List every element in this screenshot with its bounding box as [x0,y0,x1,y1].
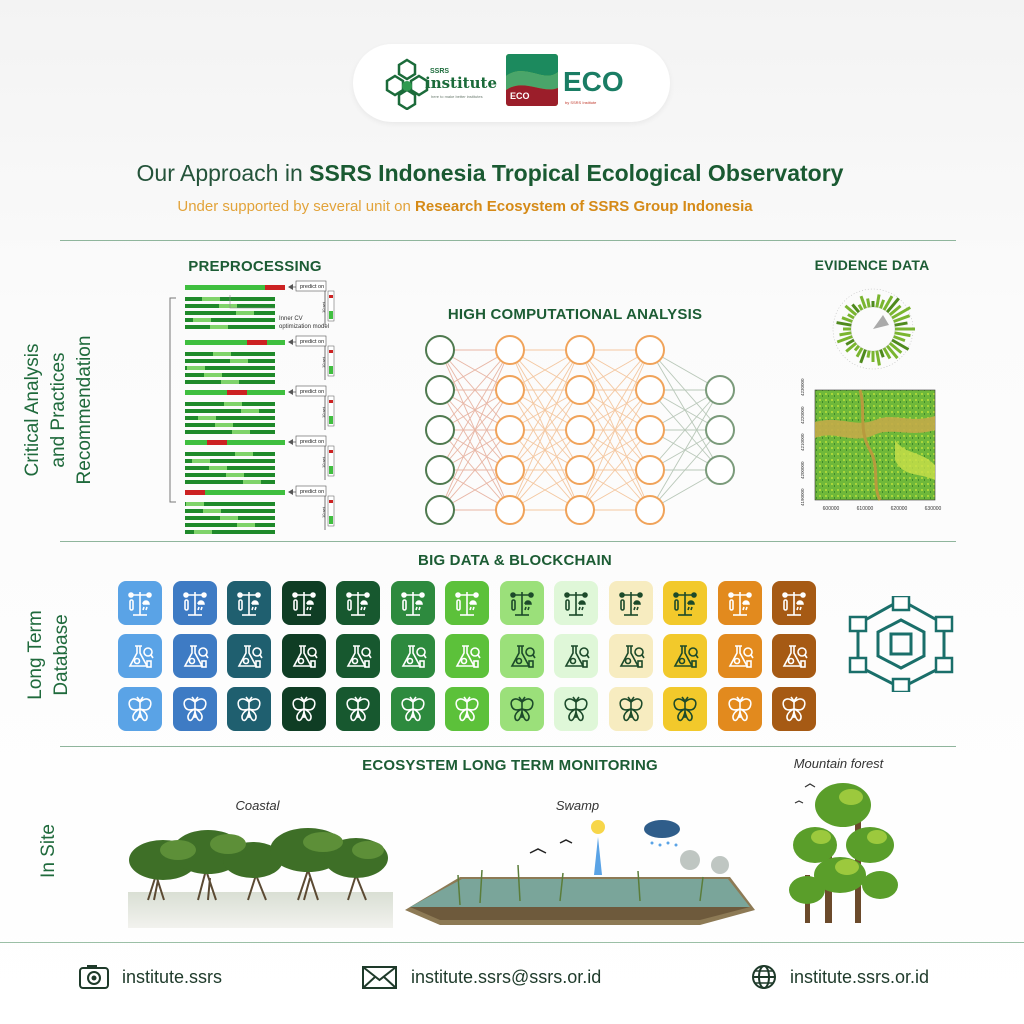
butterfly-icon [234,694,264,724]
row-label-database-line2: Database [51,614,72,696]
map-y-axis [800,378,814,506]
butterfly-icon [725,694,755,724]
radial-bar [846,340,854,345]
nn-node [636,376,664,404]
data-tile-lab-flask [173,634,217,678]
radial-bar [877,295,879,308]
radial-bar [868,298,870,307]
ssrs-hexagon-logo [385,56,429,110]
logo-pill [353,44,670,122]
row-label-analysis-line2: and Practices [48,352,69,468]
data-tile-butterfly [336,687,380,731]
row-label-insite: In Site [38,824,59,878]
data-tile-lab-flask [282,634,326,678]
footer-instagram[interactable] [78,962,268,992]
data-tile-butterfly [663,687,707,731]
website-url: institute.ssrs.or.id [790,966,930,987]
data-tile-butterfly [718,687,762,731]
row-label-analysis [20,295,100,525]
page-title [0,160,980,187]
data-tile-butterfly [609,687,653,731]
butterfly-icon [180,694,210,724]
data-tile-lab-flask [445,634,489,678]
row-label-analysis-line1: Critical Analysis [22,343,43,477]
nn-node [496,416,524,444]
weather-station-icon [180,588,210,618]
radial-bar [848,315,854,319]
weather-station-icon [234,588,264,618]
instagram-handle: institute.ssrs [122,966,223,987]
data-tile-weather-station [718,581,762,625]
row-label-analysis-line3: Recommendation [74,335,95,485]
radial-bar [859,305,862,310]
data-tile-lab-flask [609,634,653,678]
eco-logo-sub: by SSRS Institute [565,100,597,105]
nn-node [566,376,594,404]
set-label: 10 set [321,302,326,313]
title-prefix: Our Approach in [136,160,310,186]
set-label: 10 set [321,357,326,368]
footer-website[interactable] [750,962,960,992]
nn-node [706,376,734,404]
inner-cv-label [279,315,329,331]
preprocessing-diagram [160,280,360,540]
row-label-database [23,590,77,720]
nn-connection [650,390,720,510]
radial-bar [877,351,880,366]
evidence-map [800,380,950,530]
data-tile-lab-flask [554,634,598,678]
footer-divider [0,942,1024,943]
mountain-forest-label: Mountain forest [793,756,884,771]
map-x-axis [815,506,942,516]
inner-cv-line1: Inner CV [279,316,303,322]
lab-flask-icon [180,641,210,671]
divider-top [60,240,956,241]
data-tile-butterfly [554,687,598,731]
nn-node [496,336,524,364]
nn-node [426,376,454,404]
weather-station-icon [125,588,155,618]
subtitle-bold: Research Ecosystem of SSRS Group Indonesia [415,198,753,215]
data-tile-weather-station [118,581,162,625]
radial-bar [881,350,884,358]
lab-flask-icon [507,641,537,671]
ssrs-logo-tagline: here to make better institutes [431,94,483,99]
nn-node [636,416,664,444]
butterfly-icon [561,694,591,724]
inner-cv-line2: optimization model [279,324,330,330]
butterfly-icon [670,694,700,724]
lab-flask-icon [234,641,264,671]
butterfly-icon [779,694,809,724]
data-tile-lab-flask [663,634,707,678]
database-tile-grid [118,581,828,739]
map-y-tick: 4190000 [800,488,805,506]
weather-station-icon [343,588,373,618]
radial-bar [894,337,905,341]
mail-icon [361,964,399,990]
weather-station-icon [670,588,700,618]
set-label: 10 set [321,507,326,518]
radial-core [873,315,889,329]
butterfly-icon [289,694,319,724]
predict-label: predict on [300,339,325,345]
data-tile-weather-station [336,581,380,625]
map-x-tick: 610000 [856,506,874,512]
lab-flask-icon [616,641,646,671]
map-y-tick: 4230000 [800,378,805,396]
data-tile-lab-flask [118,634,162,678]
nn-node [566,496,594,524]
weather-station-icon [779,588,809,618]
data-tile-lab-flask [336,634,380,678]
predict-label: predict on [300,489,325,495]
data-tile-butterfly [772,687,816,731]
data-tile-lab-flask [227,634,271,678]
cv-fold [185,486,334,534]
nn-node [566,336,594,364]
map-x-tick: 630000 [924,506,942,512]
butterfly-icon [616,694,646,724]
analysis-heading: HIGH COMPUTATIONAL ANALYSIS [447,306,703,323]
cv-fold [185,436,334,484]
nn-node [706,416,734,444]
data-tile-butterfly [445,687,489,731]
lab-flask-icon [398,641,428,671]
radial-bar [881,300,884,308]
divider-middle [60,541,956,542]
data-tile-butterfly [227,687,271,731]
lab-flask-icon [452,641,482,671]
blockchain-network-icon [846,596,956,692]
mountain-forest-illustration [785,775,900,927]
email-address: institute.ssrs@ssrs.or.id [411,966,602,987]
data-tile-weather-station [445,581,489,625]
weather-station-icon [507,588,537,618]
neural-network-diagram [410,330,750,530]
nn-node [426,496,454,524]
lab-flask-icon [670,641,700,671]
butterfly-icon [343,694,373,724]
ssrs-logo-small: SSRS [430,68,450,75]
predict-label: predict on [300,389,325,395]
nn-node [426,336,454,364]
data-tile-weather-station [554,581,598,625]
footer-email[interactable] [361,962,631,992]
map-y-tick: 4210000 [800,433,805,451]
data-tile-butterfly [173,687,217,731]
lab-flask-icon [561,641,591,671]
data-tile-butterfly [391,687,435,731]
radial-bar [842,318,852,322]
nn-node [496,376,524,404]
nn-node [566,416,594,444]
nn-node [496,456,524,484]
globe-icon [750,963,778,991]
lab-flask-icon [779,641,809,671]
weather-station-icon [616,588,646,618]
radial-bar [868,351,869,358]
weather-station-icon [452,588,482,618]
subtitle-prefix: Under supported by several unit on [177,198,416,215]
data-tile-lab-flask [391,634,435,678]
data-tile-weather-station [609,581,653,625]
evidence-heading: EVIDENCE DATA [814,257,930,273]
data-tile-weather-station [173,581,217,625]
set-label: 10 set [321,457,326,468]
lab-flask-icon [289,641,319,671]
nn-node [706,456,734,484]
title-bold: SSRS Indonesia Tropical Ecological Observatory [309,160,844,186]
fold-bracket [170,298,176,502]
page-subtitle [0,198,930,215]
mangrove-illustration [128,820,393,928]
map-x-tick: 620000 [890,506,908,512]
monitoring-heading: ECOSYSTEM LONG TERM MONITORING [362,757,658,774]
data-tile-butterfly [282,687,326,731]
map-x-tick: 600000 [822,506,840,512]
butterfly-icon [507,694,537,724]
nn-node [426,416,454,444]
radial-bar [855,346,859,351]
bigdata-heading: BIG DATA & BLOCKCHAIN [418,552,612,569]
data-tile-lab-flask [772,634,816,678]
lab-flask-icon [125,641,155,671]
map-y-tick: 4200000 [800,460,805,479]
data-tile-weather-station [227,581,271,625]
cv-fold [185,386,334,434]
weather-station-icon [725,588,755,618]
map-y-tick: 4220000 [800,405,805,424]
data-tile-weather-station [500,581,544,625]
cv-fold [185,336,334,384]
radial-bar [840,333,852,335]
data-tile-butterfly [118,687,162,731]
eco-badge-text: ECO [510,91,530,101]
weather-station-icon [398,588,428,618]
swamp-illustration [400,815,760,930]
preprocessing-heading: PREPROCESSING [188,258,322,275]
nn-node [636,336,664,364]
nn-node [566,456,594,484]
weather-station-icon [561,588,591,618]
radial-bar [895,333,911,336]
set-label: 10 set [321,407,326,418]
data-tile-weather-station [772,581,816,625]
data-tile-butterfly [500,687,544,731]
row-label-database-line1: Long Term [25,610,46,700]
eco-logo-badge [506,54,558,106]
coastal-label: Coastal [235,798,280,813]
data-tile-lab-flask [500,634,544,678]
butterfly-icon [452,694,482,724]
radial-bar [837,323,852,326]
nn-node [426,456,454,484]
nn-node [496,496,524,524]
predict-label: predict on [300,284,325,290]
lab-flask-icon [725,641,755,671]
swamp-label: Swamp [555,798,600,813]
data-tile-weather-station [663,581,707,625]
butterfly-icon [125,694,155,724]
nn-node [636,456,664,484]
eco-logo-word: ECO [563,66,624,97]
lab-flask-icon [343,641,373,671]
ssrs-logo-name: institute [425,74,497,92]
weather-station-icon [289,588,319,618]
butterfly-icon [398,694,428,724]
data-tile-lab-flask [718,634,762,678]
data-tile-weather-station [391,581,435,625]
nn-node [636,496,664,524]
camera-icon [78,963,110,991]
radial-bar [895,323,908,325]
predict-label: predict on [300,439,325,445]
data-tile-weather-station [282,581,326,625]
radial-bar-chart [823,282,923,372]
divider-bottom [60,746,956,747]
